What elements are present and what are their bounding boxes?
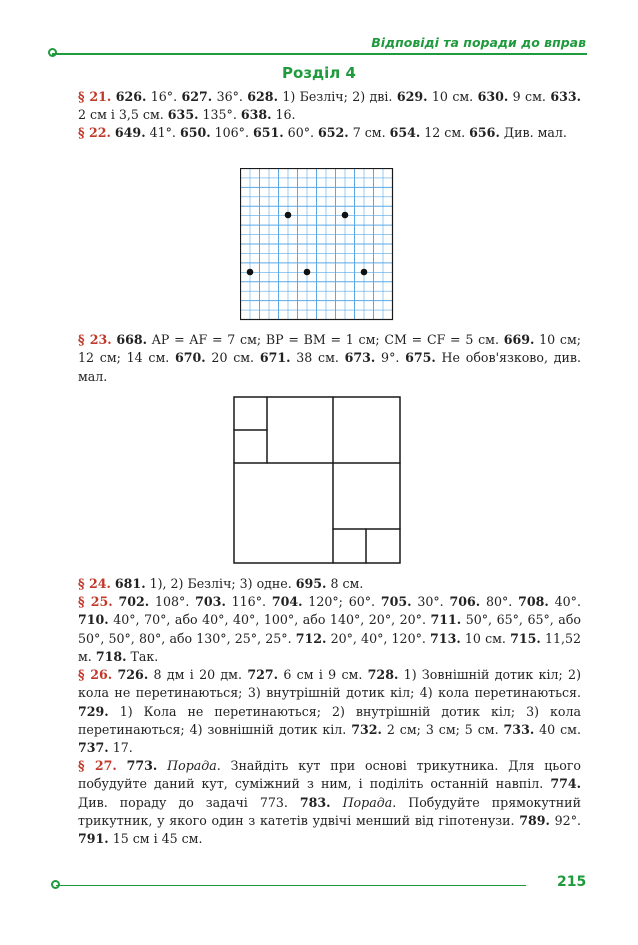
answer-text: 40 см. [534, 721, 581, 737]
exercise-number: 629. [396, 89, 428, 104]
answer-text: Див. пораду до задачі 773. [78, 794, 300, 810]
paragraph-26 [78, 666, 581, 757]
exercise-number: 681. [114, 576, 146, 591]
answer-text: . Побудуйте прямокутний трикутник, у якого один з катетів удвічі менший від гіпотенузи. [78, 794, 581, 828]
exercise-number: 651. [252, 125, 284, 140]
answer-text: 7 см. [348, 125, 390, 140]
paragraph-text [78, 758, 581, 846]
answer-text: 10 см; 12 см; 14 см. [78, 332, 581, 366]
exercise-number: 712. [295, 630, 327, 646]
grid-dot [247, 269, 254, 276]
square [234, 397, 267, 430]
exercise-number: 737. [78, 740, 109, 756]
answer-text: 40°, 70°, або 40°, 40°, 100°, або 140°, 20°, 20°. [108, 612, 431, 628]
square [333, 397, 400, 463]
exercise-number: 773. [126, 758, 158, 773]
answer-text: 1) Кола не перетинаються; 2) внутрішній дотик кіл; 3) кола перетинаються; 4) зовнішній дотик кіл. [78, 703, 581, 737]
answer-text: 120°; 60°. [302, 594, 381, 609]
answer-text: 41°. [145, 125, 180, 140]
exercise-number: 628. [247, 89, 278, 104]
answer-text: 1) Безліч; 2) дві. [277, 89, 397, 104]
exercise-number: 626. [115, 89, 147, 104]
exercise-number: 704. [271, 594, 303, 609]
page-number: 215 [557, 874, 587, 890]
exercise-number: 669. [503, 332, 535, 347]
answer-text: 36°. [212, 89, 248, 104]
answer-text: 135°. [198, 107, 241, 123]
square [333, 529, 366, 563]
dot-grid-figure [240, 168, 394, 321]
section-ref: § 27. [78, 758, 117, 773]
paragraph-text [78, 89, 581, 122]
running-header: Відповіді та поради до вправ [371, 35, 586, 50]
grid-dot [361, 269, 368, 276]
exercise-number: 706. [449, 594, 481, 609]
answer-text: 10 см. [427, 89, 478, 104]
paragraph-text [78, 332, 581, 384]
answer-text: 1), 2) Безліч; 3) одне. [145, 576, 296, 591]
answer-text: 108°. [149, 594, 196, 609]
exercise-number: 656. [469, 125, 500, 140]
hint-label: Порада [157, 758, 217, 773]
exercise-number: 633. [550, 89, 581, 104]
section-ref: § 22. [78, 125, 111, 140]
grid-dot [342, 212, 349, 219]
exercise-number: 791. [78, 831, 109, 847]
answer-text: . Знайдіть кут при основі трикутника. Для цього побудуйте даний кут, суміжний з ним, і поділіть останній навпіл. [78, 758, 582, 792]
answer-text: 2 см; 3 см; 5 см. [381, 721, 504, 737]
square [267, 397, 333, 463]
answer-text: 106°. [210, 125, 253, 140]
answer-text: 12 см. [420, 125, 470, 140]
answer-text: 17. [108, 740, 133, 756]
exercise-number: 654. [389, 125, 421, 140]
exercise-number: 733. [503, 721, 535, 737]
answer-text: 20 см. [205, 350, 260, 366]
exercise-number: 635. [167, 107, 199, 123]
paragraph-23 [78, 331, 581, 386]
section-ref: § 26. [78, 667, 113, 682]
exercise-number: 713. [430, 630, 461, 646]
answer-text: 38 см. [290, 350, 345, 366]
exercise-number: 728. [367, 667, 399, 682]
paragraph-27 [78, 757, 581, 848]
answer-text: 50°, 65°, 65°, або 50°, 50°, 80°, або 130°, 25°, 25°. [78, 612, 581, 646]
footer-rule [56, 885, 526, 886]
paragraph-25 [78, 593, 581, 666]
answer-text: 9 см. [508, 89, 551, 104]
exercise-number: 711. [430, 612, 462, 628]
exercise-number: 708. [518, 594, 549, 609]
paragraph-text [78, 667, 581, 755]
answer-text: 9°. [375, 350, 406, 366]
section-ref: § 25. [78, 594, 113, 609]
answer-text: 16°. [146, 89, 182, 104]
exercise-number: 673. [344, 350, 376, 366]
exercise-number: 671. [259, 350, 291, 366]
exercise-number: 726. [117, 667, 149, 682]
answer-text: 11,52 м. [78, 630, 581, 664]
answer-text: Так. [126, 648, 159, 664]
section-ref: § 21. [78, 89, 112, 104]
exercise-number: 783. [299, 794, 331, 810]
paragraph-text [115, 125, 567, 140]
paragraph-text [78, 594, 581, 664]
exercise-number: 627. [181, 89, 213, 104]
exercise-number: 695. [295, 576, 327, 591]
answer-text: 16. [271, 107, 296, 123]
grid-dot [285, 212, 292, 219]
exercise-number: 710. [78, 612, 109, 628]
exercise-number: 630. [477, 89, 509, 104]
exercise-number: 702. [118, 594, 150, 609]
section-title: Розділ 4 [282, 64, 356, 82]
exercise-number: 705. [380, 594, 412, 609]
exercise-number: 649. [114, 125, 146, 140]
paragraph-21 [78, 88, 581, 125]
exercise-number: 774. [550, 776, 581, 792]
square [333, 463, 400, 529]
exercise-number: 715. [510, 630, 541, 646]
paragraph-text [115, 576, 363, 591]
paragraph-22 [78, 124, 581, 142]
grid-dot [304, 269, 311, 276]
exercise-number: 670. [175, 350, 206, 366]
answer-text: Не обов'язково, див. мал. [78, 350, 581, 384]
exercise-number: 638. [240, 107, 272, 123]
section-ref: § 23. [78, 332, 112, 347]
answer-text: 40°. [548, 594, 581, 609]
answer-text: 1) Зовнішній дотик кіл; 2) кола не перетинаються; 3) внутрішній дотик кіл; 4) кола перетинаються. [78, 667, 581, 701]
answer-text: 116°. [225, 594, 272, 609]
paragraph-24 [78, 575, 581, 593]
answer-text: 8 дм і 20 дм. [148, 667, 248, 682]
exercise-number: 703. [195, 594, 226, 609]
exercise-number: 718. [95, 648, 127, 664]
exercise-number: 675. [405, 350, 436, 366]
exercise-number: 652. [318, 125, 349, 140]
answer-text: 15 см і 45 см. [108, 831, 203, 847]
answer-text: 20°, 40°, 120°. [326, 630, 431, 646]
answer-text: AP = AF = 7 см; BP = BM = 1 см; CM = CF = 5 см. [147, 332, 504, 347]
header-rule [52, 53, 587, 55]
squares-figure [232, 395, 402, 565]
section-ref: § 24. [78, 576, 111, 591]
answer-text: 6 см і 9 см. [278, 667, 368, 682]
exercise-number: 732. [351, 721, 382, 737]
answer-text: 2 см і 3,5 см. [78, 107, 168, 123]
square [366, 529, 400, 563]
exercise-number: 668. [116, 332, 148, 347]
answer-text: Див. мал. [499, 125, 567, 140]
answer-text: 80°. [480, 594, 519, 609]
exercise-number: 650. [179, 125, 211, 140]
answer-text: 60°. [283, 125, 319, 140]
square [234, 463, 333, 563]
hint-label: Порада [330, 794, 393, 810]
exercise-number: 789. [519, 812, 550, 828]
exercise-number: 727. [247, 667, 278, 682]
answer-text: 8 см. [326, 576, 364, 591]
exercise-number: 729. [78, 703, 109, 719]
answer-text: 10 см. [460, 630, 511, 646]
answer-text: 92°. [549, 812, 581, 828]
square [234, 430, 267, 463]
outer-square [234, 397, 400, 563]
answer-text: 30°. [411, 594, 450, 609]
